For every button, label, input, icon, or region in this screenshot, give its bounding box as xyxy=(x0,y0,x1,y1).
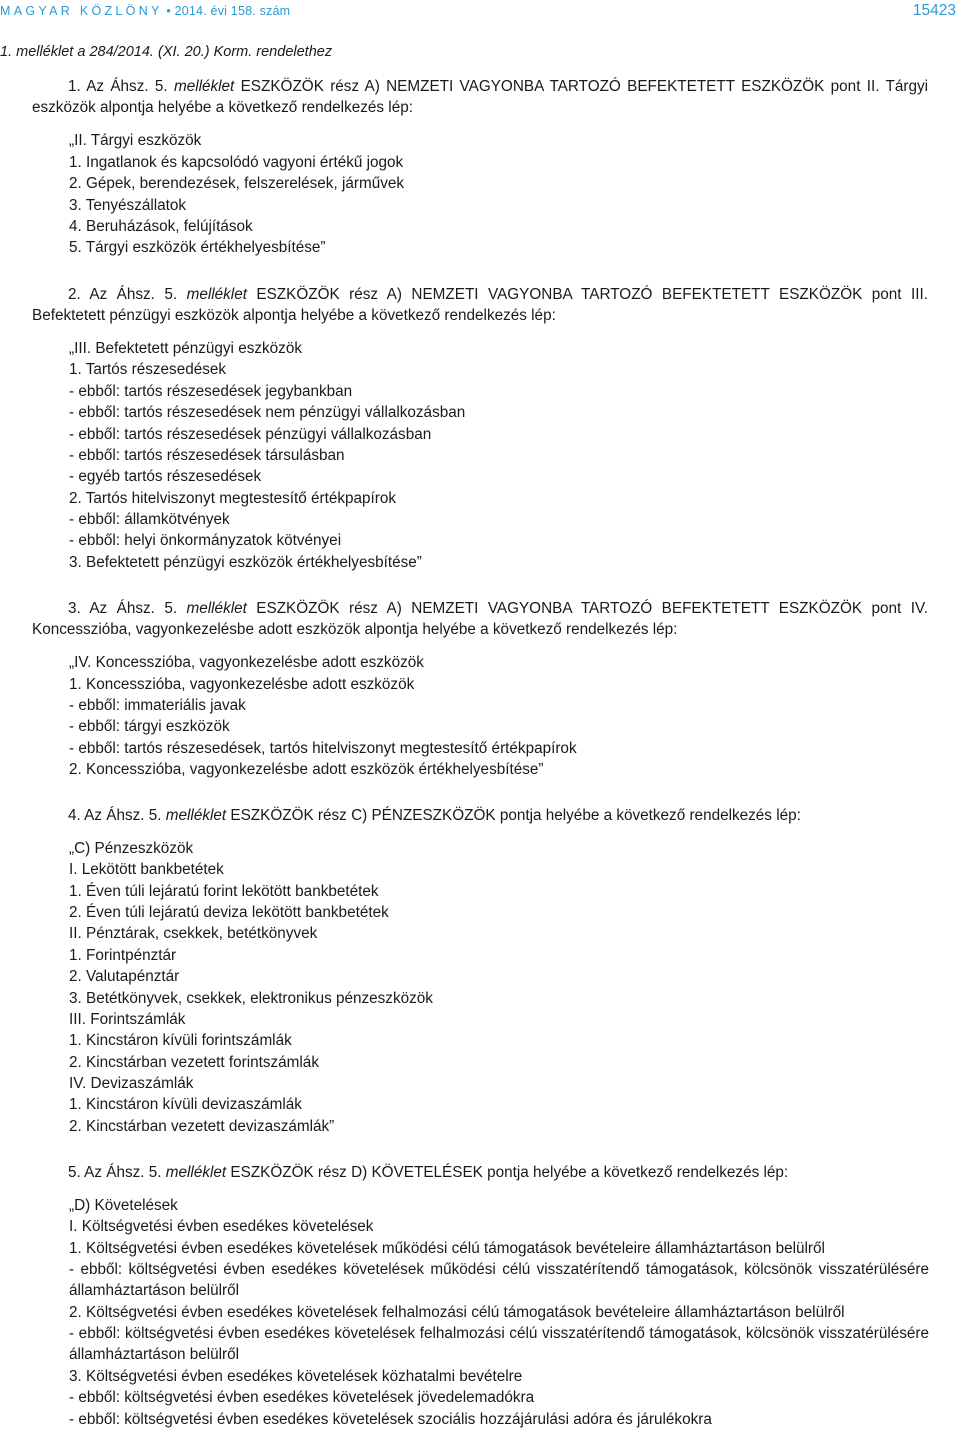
list-item: 1. Költségvetési évben esedékes követelések működési célú támogatások bevételeire államháztartáson belülről xyxy=(69,1240,825,1257)
list-item: 4. Beruházások, felújítások xyxy=(69,218,253,235)
list-item: 1. Tartós részesedések xyxy=(69,361,227,378)
list-item: - ebből: költségvetési évben esedékes követelések jövedelemadókra xyxy=(69,1389,535,1406)
list-item: 5. Tárgyi eszközök értékhelyesbítése” xyxy=(69,239,326,256)
list-item: 1. Éven túli lejáratú forint lekötött bankbetétek xyxy=(69,883,379,900)
list-item: I. Költségvetési évben esedékes követelések xyxy=(69,1218,374,1235)
list-item: - ebből: államkötvények xyxy=(69,511,230,528)
page-header xyxy=(0,0,960,26)
list-item: 2. Költségvetési évben esedékes követelések felhalmozási célú támogatások bevételeire államháztartáson belülről xyxy=(69,1304,845,1321)
annex-title: 1. melléklet a 284/2014. (XI. 20.) Korm. rendelethez xyxy=(0,44,333,60)
list-item: „III. Befektetett pénzügyi eszközök xyxy=(69,340,302,357)
list-item: IV. Devizaszámlák xyxy=(69,1075,194,1092)
list-item: 1. Kincstáron kívüli devizaszámlák xyxy=(69,1096,302,1113)
page-number: 15423 xyxy=(912,2,956,19)
list-item: „II. Tárgyi eszközök xyxy=(69,132,202,149)
list-item: 1. Koncesszióba, vagyonkezelésbe adott eszközök xyxy=(69,676,415,693)
list-item: - ebből: tartós részesedések pénzügyi vállalkozásban xyxy=(69,426,432,443)
list-item: 1. Ingatlanok és kapcsolódó vagyoni értékű jogok xyxy=(69,154,404,171)
list-item: - ebből: immateriális javak xyxy=(69,697,246,714)
list-item: - ebből: helyi önkormányzatok kötvényei xyxy=(69,532,342,549)
list-item: 3. Befektetett pénzügyi eszközök értékhelyesbítése” xyxy=(69,554,422,571)
list-item: - ebből: költségvetési évben esedékes követelések felhalmozási célú visszatérítendő támogatások, kölcsönök visszatérülésére államháztartáson belülről xyxy=(69,1325,929,1364)
issue-label: • 2014. évi 158. szám xyxy=(166,4,291,18)
list-item: - ebből: költségvetési évben esedékes követelések szociális hozzájárulási adóra és járulékokra xyxy=(69,1411,712,1428)
list-item: 2. Éven túli lejáratú deviza lekötött bankbetétek xyxy=(69,904,389,921)
list-item: 3. Tenyészállatok xyxy=(69,197,187,214)
list-item: 1. Kincstáron kívüli forintszámlák xyxy=(69,1032,292,1049)
list-item: „IV. Koncesszióba, vagyonkezelésbe adott eszközök xyxy=(69,654,424,671)
list-item: 1. Forintpénztár xyxy=(69,947,177,964)
list-item: - ebből: tartós részesedések jegybankban xyxy=(69,383,353,400)
list-item: - ebből: tartós részesedések nem pénzügyi vállalkozásban xyxy=(69,404,466,421)
list-item: - ebből: tartós részesedések társulásban xyxy=(69,447,345,464)
list-item: 2. Gépek, berendezések, felszerelések, járművek xyxy=(69,175,405,192)
list-item: - ebből: tárgyi eszközök xyxy=(69,718,230,735)
list-item: „C) Pénzeszközök xyxy=(69,840,194,857)
section-4-intro: 4. Az Áhsz. 5. melléklet ESZKÖZÖK rész C) PÉNZESZKÖZÖK pontja helyébe a következő rendelkezés lép: xyxy=(68,807,801,824)
list-item: 2. Kincstárban vezetett devizaszámlák” xyxy=(69,1118,335,1135)
list-item: - ebből: költségvetési évben esedékes követelések működési célú visszatérítendő támogatások, kölcsönök visszatérülésére államháztartáson belülről xyxy=(69,1261,929,1300)
list-item: 2. Kincstárban vezetett forintszámlák xyxy=(69,1054,319,1071)
list-item: - egyéb tartós részesedések xyxy=(69,468,262,485)
list-item: 2. Tartós hitelviszonyt megtestesítő értékpapírok xyxy=(69,490,397,507)
list-item: - ebből: tartós részesedések, tartós hitelviszonyt megtestesítő értékpapírok xyxy=(69,740,577,757)
section-2-intro: 2. Az Áhsz. 5. melléklet ESZKÖZÖK rész A) NEMZETI VAGYONBA TARTOZÓ BEFEKTETETT ESZKÖZÖK pont III. Befektetett pénzügyi eszközök alpontja helyébe a következő rendelkezés lép: xyxy=(32,286,928,325)
list-item: II. Pénztárak, csekkek, betétkönyvek xyxy=(69,925,318,942)
list-item: III. Forintszámlák xyxy=(69,1011,186,1028)
list-item: 3. Költségvetési évben esedékes követelések közhatalmi bevételre xyxy=(69,1368,523,1385)
section-1-intro: 1. Az Áhsz. 5. melléklet ESZKÖZÖK rész A) NEMZETI VAGYONBA TARTOZÓ BEFEKTETETT ESZKÖZÖK pont II. Tárgyi eszközök alpontja helyébe a következő rendelkezés lép: xyxy=(32,78,928,117)
journal-masthead xyxy=(0,4,290,18)
list-item: 2. Koncesszióba, vagyonkezelésbe adott eszközök értékhelyesbítése” xyxy=(69,761,544,778)
section-3-intro: 3. Az Áhsz. 5. melléklet ESZKÖZÖK rész A) NEMZETI VAGYONBA TARTOZÓ BEFEKTETETT ESZKÖZÖK pont IV. Koncesszióba, vagyonkezelésbe adott eszközök alpontja helyébe a következő rendelkezés lép: xyxy=(32,600,928,639)
list-item: 2. Valutapénztár xyxy=(69,968,180,985)
list-item: „D) Követelések xyxy=(69,1197,178,1214)
journal-name: MAGYAR KÖZLÖNY xyxy=(0,4,163,18)
list-item: I. Lekötött bankbetétek xyxy=(69,861,224,878)
section-5-intro: 5. Az Áhsz. 5. melléklet ESZKÖZÖK rész D) KÖVETELÉSEK pontja helyébe a következő rendelkezés lép: xyxy=(68,1164,789,1181)
list-item: 3. Betétkönyvek, csekkek, elektronikus pénzeszközök xyxy=(69,990,433,1007)
